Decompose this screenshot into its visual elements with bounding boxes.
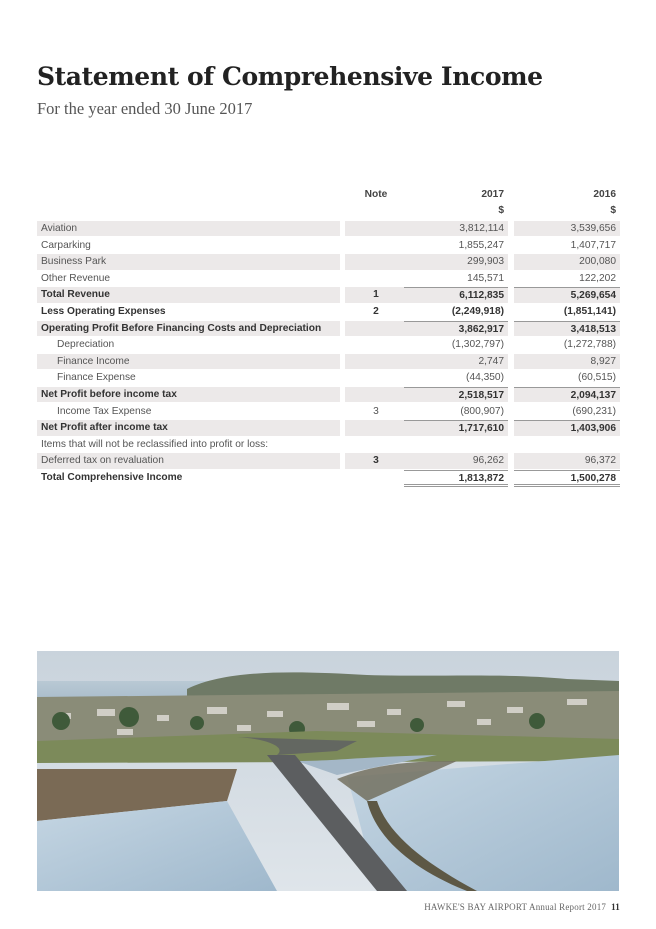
row-value-2016: 1,500,278 — [514, 470, 620, 487]
table-row — [37, 337, 620, 354]
column-header-2016: 2016 — [593, 189, 616, 200]
row-label: Aviation — [37, 221, 340, 236]
row-note — [345, 420, 407, 435]
row-note — [345, 354, 407, 369]
table-row-operating-profit — [37, 321, 620, 338]
row-value-2017: 1,717,610 — [404, 420, 508, 435]
row-note — [345, 370, 407, 385]
row-value-2017: 1,813,872 — [404, 470, 508, 487]
table-row-section-heading — [37, 437, 620, 454]
column-header-2017: 2017 — [481, 189, 504, 200]
row-label: Business Park — [37, 254, 340, 269]
row-note — [345, 238, 407, 253]
row-label: Items that will not be reclassified into profit or loss: — [41, 438, 269, 450]
row-note: 3 — [345, 453, 407, 468]
row-label: Total Comprehensive Income — [41, 471, 183, 483]
row-label: Income Tax Expense — [57, 405, 152, 417]
row-value-2016: 96,372 — [514, 453, 620, 468]
row-note: 2 — [373, 305, 379, 317]
row-value-2016: (690,231) — [572, 405, 616, 417]
table-row — [37, 304, 620, 321]
row-value-2017: (2,249,918) — [451, 305, 504, 317]
table-row-profit-after-tax — [37, 420, 620, 437]
income-statement-table — [37, 187, 620, 487]
row-value-2017: 96,262 — [404, 453, 508, 468]
table-row — [37, 271, 620, 288]
row-value-2017: (1,302,797) — [451, 339, 504, 351]
row-value-2017: 299,903 — [404, 254, 508, 269]
row-note: 1 — [345, 287, 407, 302]
column-header-note: Note — [364, 189, 388, 200]
table-row — [37, 254, 620, 271]
row-note — [345, 221, 407, 236]
row-value-2016: 1,407,717 — [570, 239, 616, 251]
page-title: Statement of Comprehensive Income — [37, 62, 543, 91]
row-note — [345, 470, 407, 485]
row-note: 3 — [373, 405, 379, 417]
row-value-2017: (44,350) — [466, 372, 504, 384]
aerial-photo — [37, 651, 619, 891]
table-row-total-revenue — [37, 287, 620, 304]
row-label: Net Profit after income tax — [37, 420, 340, 435]
row-label: Deferred tax on revaluation — [37, 453, 340, 468]
row-note — [345, 337, 407, 352]
row-label: Total Revenue — [37, 287, 340, 302]
row-label: Operating Profit Before Financing Costs and Depreciation — [37, 321, 340, 336]
row-value-2016: 3,539,656 — [514, 221, 620, 236]
table-row-total-comprehensive-income — [37, 470, 620, 487]
row-label: Carparking — [41, 239, 91, 251]
table-header-row — [37, 187, 620, 203]
row-value-2017: 2,747 — [404, 354, 508, 369]
page-footer — [424, 902, 620, 912]
unit-label-2016: $ — [610, 205, 616, 216]
row-label: Finance Expense — [57, 372, 136, 384]
row-value-2016: 200,080 — [514, 254, 620, 269]
table-row — [37, 370, 620, 387]
row-note — [345, 321, 407, 336]
row-value-2016: 8,927 — [514, 354, 620, 369]
table-row — [37, 354, 620, 371]
row-value-2016: (60,515) — [578, 372, 616, 384]
footer-publication: HAWKE'S BAY AIRPORT Annual Report 2017 — [424, 902, 607, 912]
table-unit-row — [37, 203, 620, 221]
row-value-2016: 2,094,137 — [514, 387, 620, 402]
row-note — [345, 387, 407, 402]
row-value-2016: (1,851,141) — [563, 305, 616, 317]
unit-label-2017: $ — [498, 205, 504, 216]
row-value-2017: 3,812,114 — [404, 221, 508, 236]
row-value-2016: 5,269,654 — [514, 287, 620, 302]
page-subtitle: For the year ended 30 June 2017 — [37, 99, 253, 118]
table-row — [37, 404, 620, 421]
row-note — [345, 254, 407, 269]
row-value-2017: 2,518,517 — [404, 387, 508, 402]
row-label: Other Revenue — [41, 272, 111, 284]
row-label: Less Operating Expenses — [41, 305, 166, 317]
table-row — [37, 238, 620, 255]
row-label: Depreciation — [57, 339, 115, 351]
row-value-2017: 145,571 — [467, 272, 504, 284]
row-value-2016: 1,403,906 — [514, 420, 620, 435]
row-value-2016: 122,202 — [579, 272, 616, 284]
page-number: 11 — [611, 902, 620, 912]
row-value-2017: 6,112,835 — [404, 287, 508, 302]
row-label: Net Profit before income tax — [37, 387, 340, 402]
row-value-2016: 3,418,513 — [514, 321, 620, 336]
table-row — [37, 453, 620, 470]
row-value-2017: 3,862,917 — [404, 321, 508, 336]
row-label: Finance Income — [37, 354, 340, 369]
table-row-profit-before-tax — [37, 387, 620, 404]
row-value-2017: 1,855,247 — [458, 239, 504, 251]
row-note — [345, 271, 407, 286]
row-value-2016: (1,272,788) — [563, 339, 616, 351]
table-row — [37, 221, 620, 238]
row-value-2017: (800,907) — [460, 405, 504, 417]
